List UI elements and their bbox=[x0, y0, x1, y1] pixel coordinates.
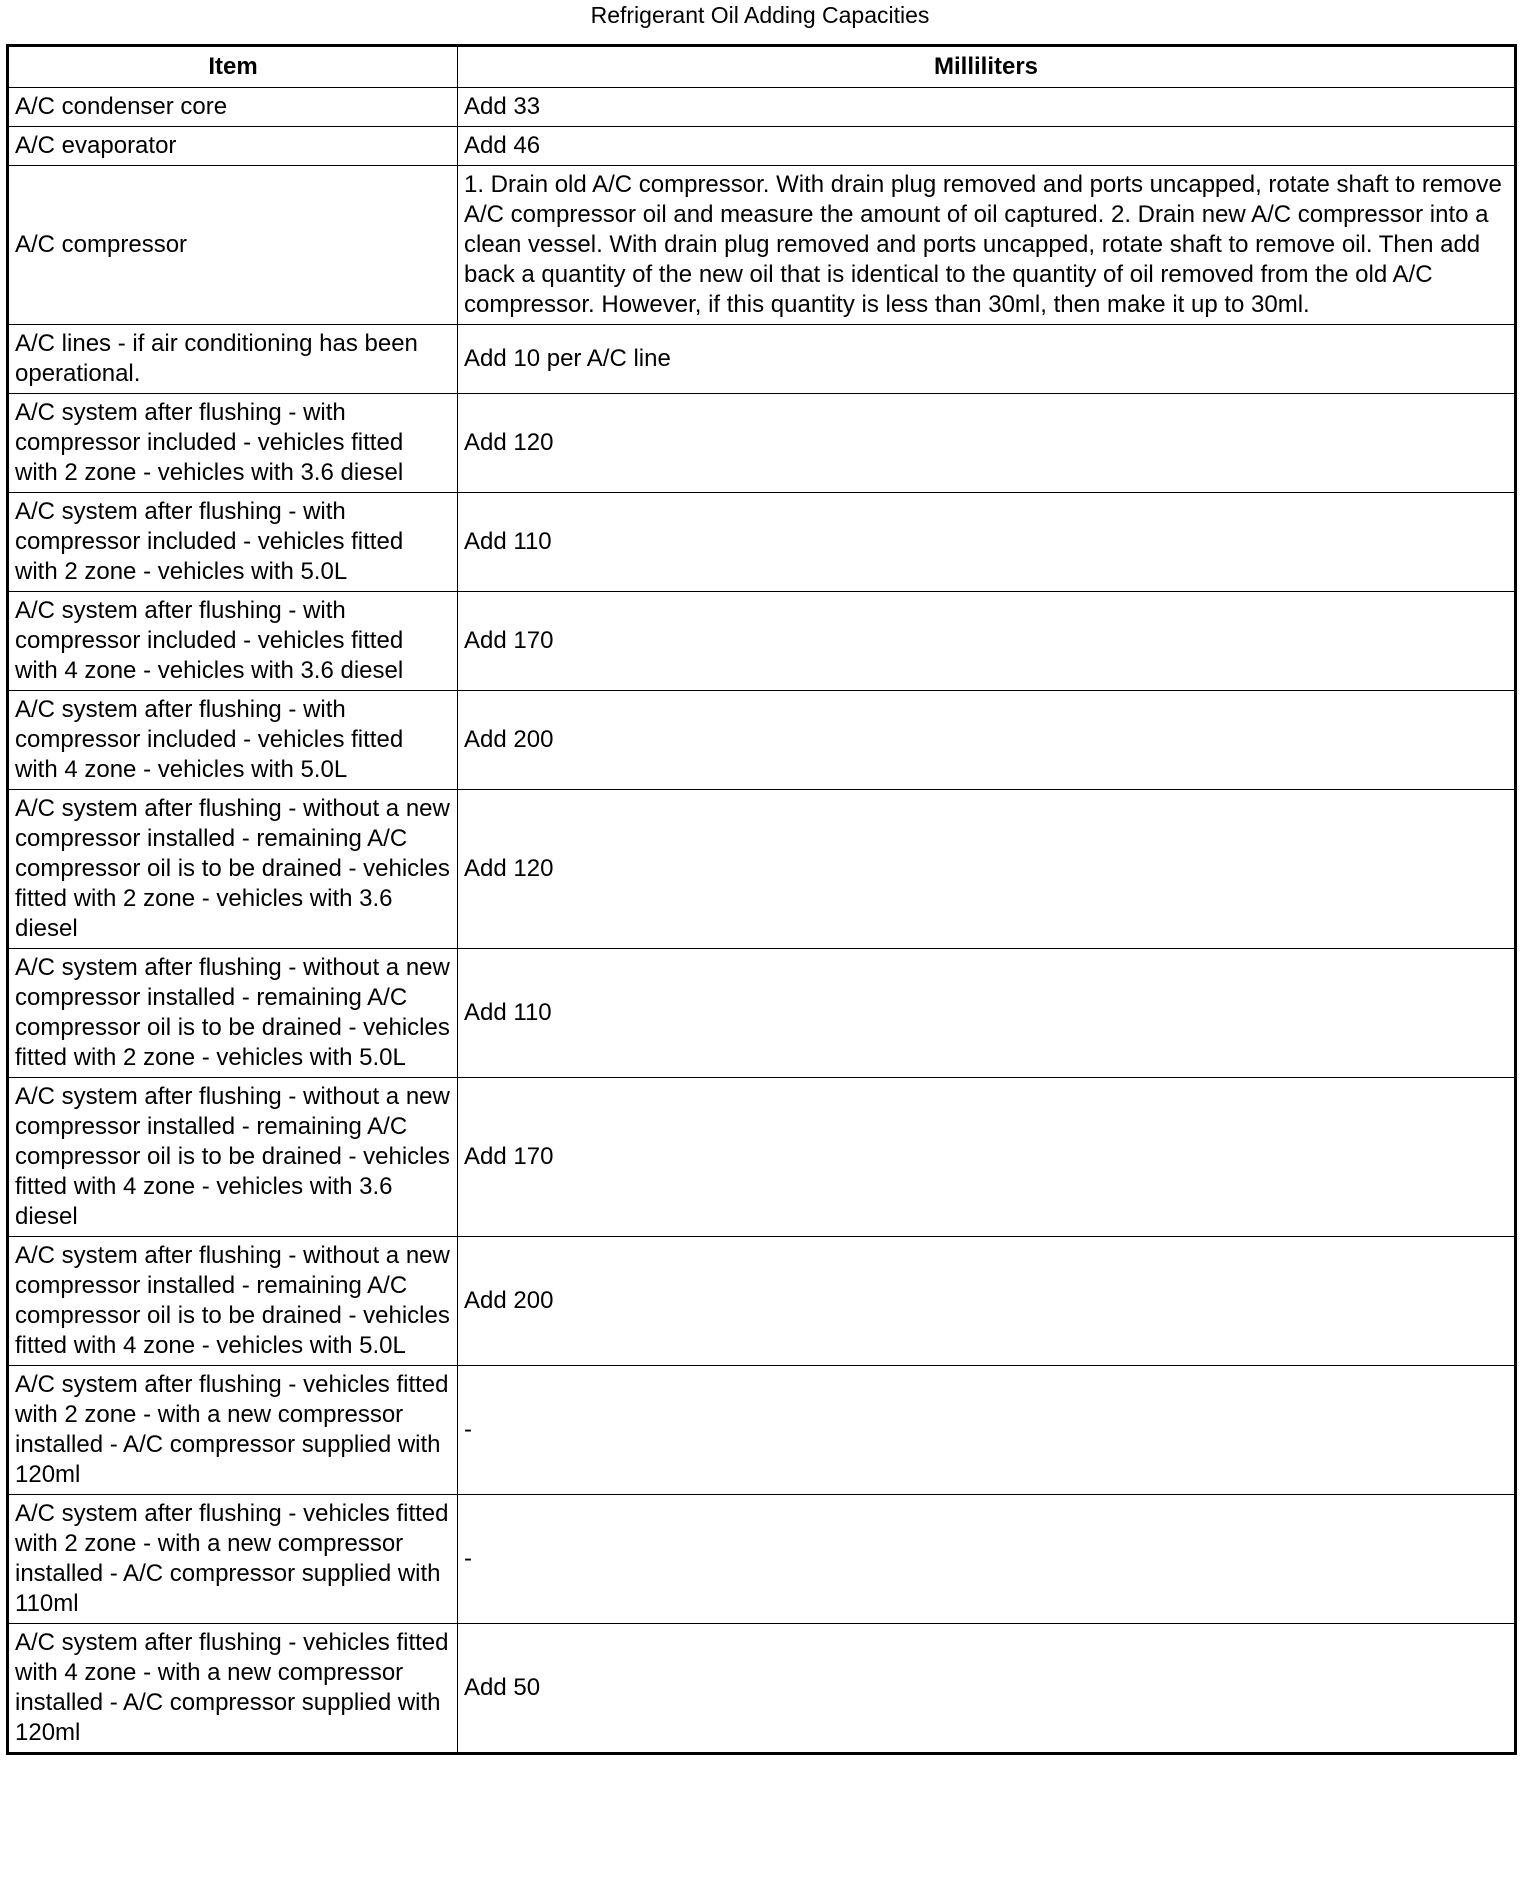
table-row bbox=[8, 691, 1516, 790]
item-cell: A/C system after flushing - vehicles fitted with 4 zone - with a new compressor installed - A/C compressor supplied with 120ml bbox=[8, 1624, 458, 1754]
table-row bbox=[8, 592, 1516, 691]
table-row bbox=[8, 166, 1516, 325]
column-header-item: Item bbox=[8, 46, 458, 88]
item-cell: A/C system after flushing - with compressor included - vehicles fitted with 4 zone - vehicles with 5.0L bbox=[8, 691, 458, 790]
milliliters-cell: Add 120 bbox=[458, 790, 1516, 949]
table-body bbox=[8, 88, 1516, 1754]
item-cell: A/C condenser core bbox=[8, 88, 458, 127]
item-cell: A/C system after flushing - vehicles fitted with 2 zone - with a new compressor installed - A/C compressor supplied with 110ml bbox=[8, 1495, 458, 1624]
page-title: Refrigerant Oil Adding Capacities bbox=[590, 2, 930, 28]
table-row bbox=[8, 949, 1516, 1078]
item-cell: A/C system after flushing - without a new compressor installed - remaining A/C compressor oil is to be drained - vehicles fitted with 2 zone - vehicles with 5.0L bbox=[8, 949, 458, 1078]
milliliters-cell: Add 46 bbox=[458, 127, 1516, 166]
table-row bbox=[8, 127, 1516, 166]
table-row bbox=[8, 394, 1516, 493]
item-cell: A/C lines - if air conditioning has been operational. bbox=[8, 325, 458, 394]
table-row bbox=[8, 88, 1516, 127]
milliliters-cell: Add 110 bbox=[458, 493, 1516, 592]
item-cell: A/C compressor bbox=[8, 166, 458, 325]
item-cell: A/C system after flushing - vehicles fitted with 2 zone - with a new compressor installed - A/C compressor supplied with 120ml bbox=[8, 1366, 458, 1495]
milliliters-cell: Add 170 bbox=[458, 592, 1516, 691]
milliliters-cell: Add 120 bbox=[458, 394, 1516, 493]
item-cell: A/C system after flushing - without a new compressor installed - remaining A/C compressor oil is to be drained - vehicles fitted with 4 zone - vehicles with 5.0L bbox=[8, 1237, 458, 1366]
table-row bbox=[8, 790, 1516, 949]
milliliters-cell: Add 200 bbox=[458, 1237, 1516, 1366]
item-cell: A/C system after flushing - with compressor included - vehicles fitted with 2 zone - vehicles with 3.6 diesel bbox=[8, 394, 458, 493]
milliliters-cell: - bbox=[458, 1366, 1516, 1495]
table-row bbox=[8, 1366, 1516, 1495]
table-row bbox=[8, 1624, 1516, 1754]
item-cell: A/C system after flushing - without a new compressor installed - remaining A/C compressor oil is to be drained - vehicles fitted with 4 zone - vehicles with 3.6 diesel bbox=[8, 1078, 458, 1237]
milliliters-cell: - bbox=[458, 1495, 1516, 1624]
milliliters-cell: Add 50 bbox=[458, 1624, 1516, 1754]
milliliters-cell: Add 110 bbox=[458, 949, 1516, 1078]
milliliters-cell: Add 170 bbox=[458, 1078, 1516, 1237]
table-row bbox=[8, 1078, 1516, 1237]
table-header-row bbox=[8, 46, 1516, 88]
milliliters-cell: 1. Drain old A/C compressor. With drain plug removed and ports uncapped, rotate shaft to remove A/C compressor oil and measure the amount of oil captured. 2. Drain new A/C compressor into a clean vessel. With drain plug removed and ports uncapped, rotate shaft to remove oil. Then add back a quantity of the new oil that is identical to the quantity of oil removed from the old A/C compressor. However, if this quantity is less than 30ml, then make it up to 30ml. bbox=[458, 166, 1516, 325]
milliliters-cell: Add 33 bbox=[458, 88, 1516, 127]
item-cell: A/C system after flushing - without a new compressor installed - remaining A/C compressor oil is to be drained - vehicles fitted with 2 zone - vehicles with 3.6 diesel bbox=[8, 790, 458, 949]
column-header-milliliters: Milliliters bbox=[458, 46, 1516, 88]
item-cell: A/C system after flushing - with compressor included - vehicles fitted with 4 zone - vehicles with 3.6 diesel bbox=[8, 592, 458, 691]
oil-capacities-table bbox=[6, 44, 1517, 1755]
milliliters-cell: Add 10 per A/C line bbox=[458, 325, 1516, 394]
table-row bbox=[8, 325, 1516, 394]
table-row bbox=[8, 1495, 1516, 1624]
item-cell: A/C evaporator bbox=[8, 127, 458, 166]
item-cell: A/C system after flushing - with compressor included - vehicles fitted with 2 zone - vehicles with 5.0L bbox=[8, 493, 458, 592]
milliliters-cell: Add 200 bbox=[458, 691, 1516, 790]
table-row bbox=[8, 1237, 1516, 1366]
table-row bbox=[8, 493, 1516, 592]
